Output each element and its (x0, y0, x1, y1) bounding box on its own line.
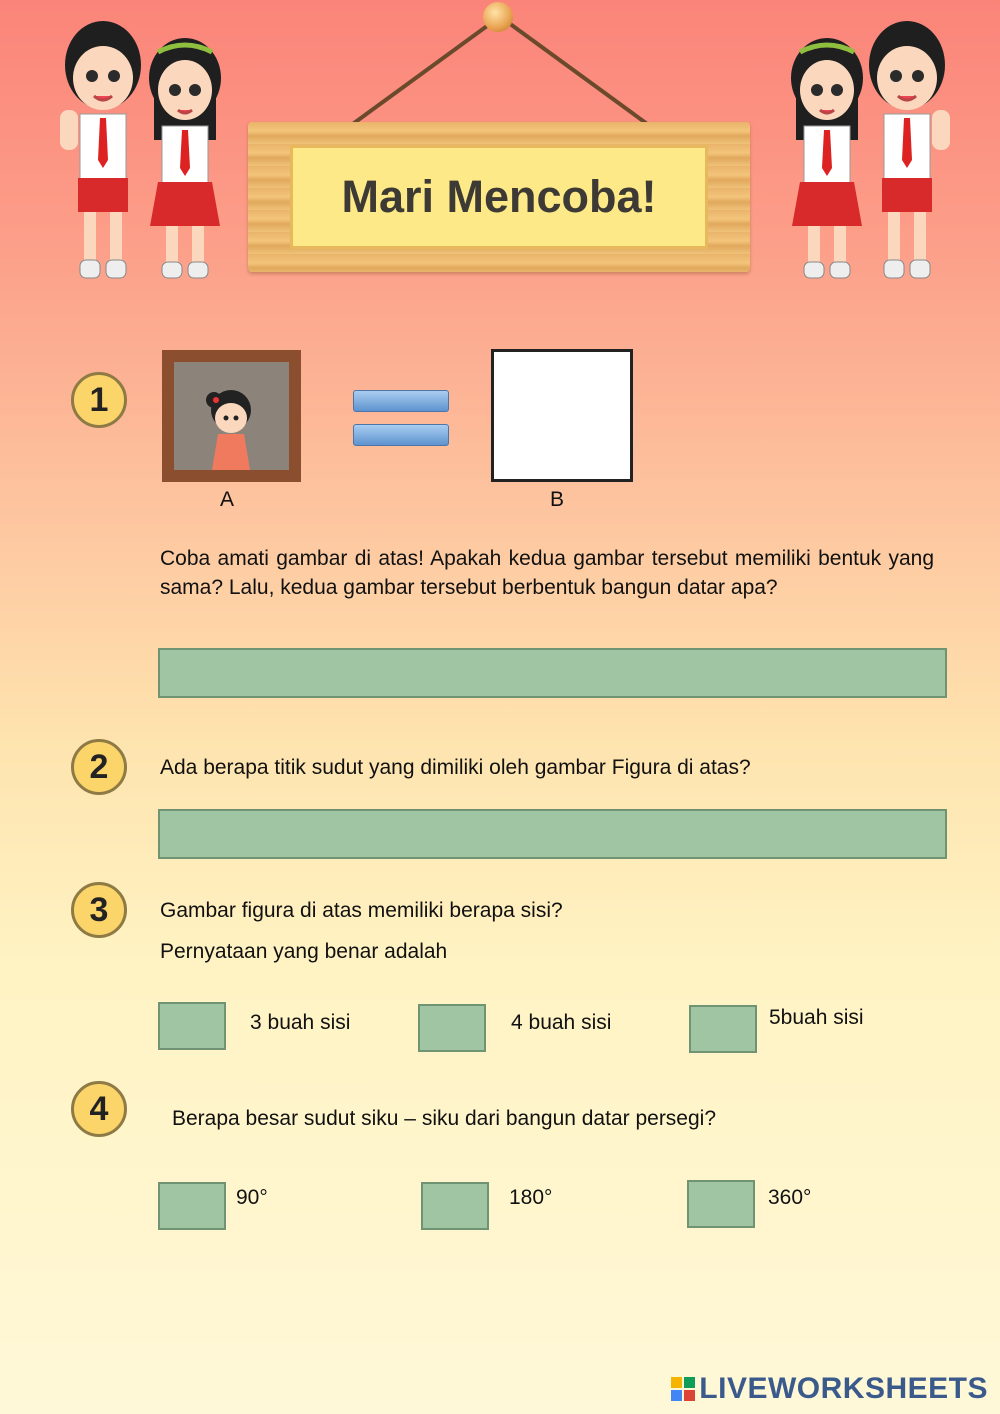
liveworksheets-logo-icon (671, 1377, 695, 1401)
choice-label-180-degrees: 180° (509, 1186, 553, 1209)
question-3-subtext: Pernyataan yang benar adalah (160, 940, 448, 963)
question-4-text: Berapa besar sudut siku – siku dari bangun datar persegi? (172, 1107, 717, 1130)
square-shape-b (491, 349, 633, 482)
choice-box-4-buah-sisi[interactable] (418, 1004, 486, 1052)
choice-box-90-degrees[interactable] (158, 1182, 226, 1230)
choice-label-3-buah-sisi: 3 buah sisi (250, 1011, 351, 1034)
choice-label-360-degrees: 360° (768, 1186, 812, 1209)
question-number-1: 1 (71, 372, 127, 428)
question-2-text: Ada berapa titik sudut yang dimiliki oleh gambar Figura di atas? (160, 756, 751, 779)
choice-box-3-buah-sisi[interactable] (158, 1002, 226, 1050)
girl-student-illustration-right (784, 30, 870, 285)
question-3-text: Gambar figura di atas memiliki berapa sisi? (160, 899, 563, 922)
choice-label-5-buah-sisi: 5buah sisi (769, 1006, 864, 1029)
answer-field-1[interactable] (158, 648, 947, 698)
nail-icon (483, 2, 513, 32)
label-a: A (220, 488, 235, 511)
question-number-3: 3 (71, 882, 127, 938)
choice-box-5-buah-sisi[interactable] (689, 1005, 757, 1053)
title-panel (290, 145, 708, 249)
boy-student-illustration-right (862, 10, 952, 285)
choice-label-90-degrees: 90° (236, 1186, 268, 1209)
girl-photo-icon (174, 362, 289, 470)
question-1-text: Coba amati gambar di atas! Apakah kedua gambar tersebut memiliki bentuk yang sama? Lalu, kedua gambar tersebut berbentuk bangun datar apa? (160, 547, 934, 599)
logo-text: LIVEWORKSHEETS (699, 1372, 988, 1405)
question-number-2: 2 (71, 739, 127, 795)
equals-sign-top (353, 390, 449, 412)
picture-frame-image (162, 350, 301, 482)
answer-field-2[interactable] (158, 809, 947, 859)
choice-box-360-degrees[interactable] (687, 1180, 755, 1228)
girl-student-illustration-left (142, 30, 228, 285)
equals-sign-bottom (353, 424, 449, 446)
question-number-4: 4 (71, 1081, 127, 1137)
label-b: B (550, 488, 565, 511)
page-title: Mari Mencoba! (341, 171, 657, 222)
choice-label-4-buah-sisi: 4 buah sisi (511, 1011, 612, 1034)
choice-box-180-degrees[interactable] (421, 1182, 489, 1230)
boy-student-illustration-left (58, 10, 148, 285)
liveworksheets-logo (671, 1372, 988, 1406)
